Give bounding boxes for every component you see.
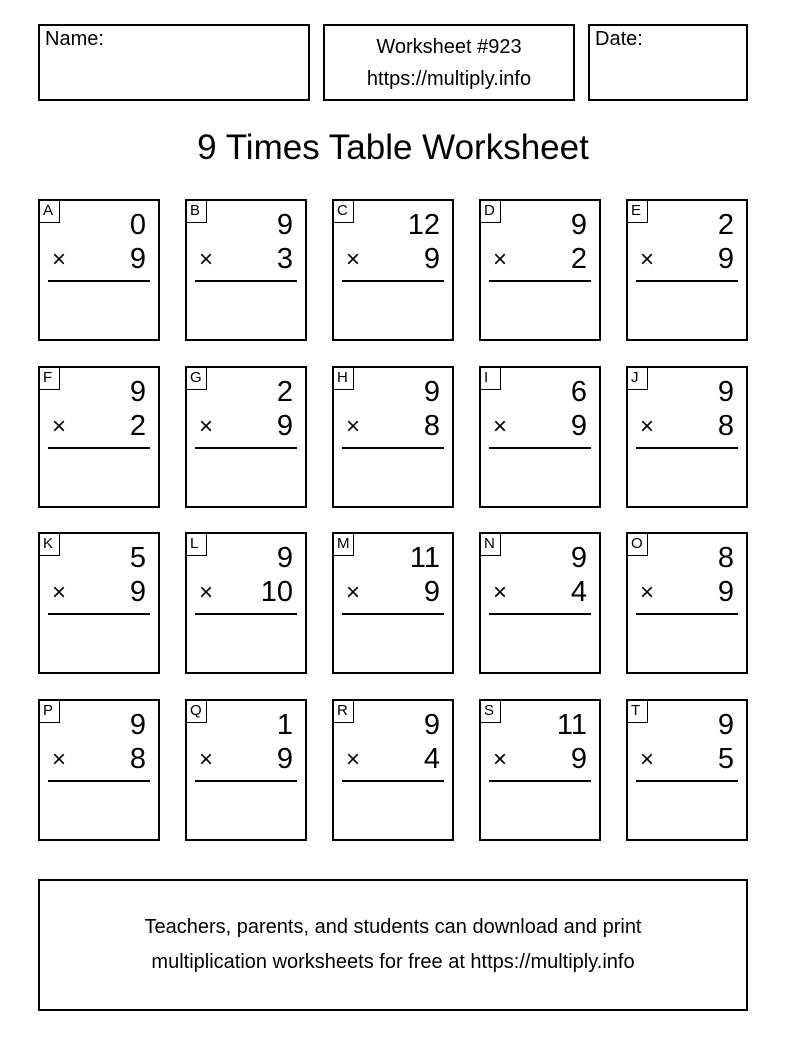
problem-card bbox=[626, 699, 748, 841]
problem-top-number: 9 bbox=[717, 709, 734, 741]
problem-letter: C bbox=[334, 201, 354, 223]
multiply-sign: × bbox=[52, 246, 67, 273]
problem-top-number: 9 bbox=[276, 542, 293, 574]
problem-top-number: 11 bbox=[556, 709, 587, 741]
answer-line bbox=[636, 447, 738, 449]
problem-card bbox=[626, 199, 748, 341]
answer-line bbox=[342, 447, 444, 449]
page-title: 9 Times Table Worksheet bbox=[197, 128, 589, 167]
worksheet-number: Worksheet #923 bbox=[376, 35, 522, 58]
problem-card bbox=[479, 199, 601, 341]
multiply-sign: × bbox=[493, 579, 508, 606]
multiply-sign: × bbox=[640, 246, 655, 273]
multiply-sign: × bbox=[640, 579, 655, 606]
problem-top-number: 6 bbox=[570, 376, 587, 408]
problem-top-number: 2 bbox=[717, 209, 734, 241]
multiply-sign: × bbox=[199, 579, 214, 606]
problem-card bbox=[185, 199, 307, 341]
answer-line bbox=[195, 447, 297, 449]
problem-top-number: 9 bbox=[129, 709, 146, 741]
problem-bottom-number: 9 bbox=[276, 410, 293, 442]
problem-letter: J bbox=[628, 368, 648, 390]
problem-card bbox=[479, 366, 601, 508]
problem-bottom-number: 10 bbox=[260, 576, 293, 608]
problem-card bbox=[185, 532, 307, 674]
problem-letter: G bbox=[187, 368, 207, 390]
problem-top-number: 1 bbox=[276, 709, 293, 741]
problem-letter: Q bbox=[187, 701, 207, 723]
problem-letter: I bbox=[481, 368, 501, 390]
multiply-sign: × bbox=[52, 579, 67, 606]
problem-bottom-number: 4 bbox=[570, 576, 587, 608]
problem-letter: H bbox=[334, 368, 354, 390]
problem-card bbox=[332, 199, 454, 341]
problem-bottom-number: 9 bbox=[570, 410, 587, 442]
problem-letter: P bbox=[40, 701, 60, 723]
problem-top-number: 2 bbox=[276, 376, 293, 408]
problem-top-number: 8 bbox=[717, 542, 734, 574]
footer-box bbox=[38, 879, 748, 1011]
problem-bottom-number: 2 bbox=[570, 243, 587, 275]
answer-line bbox=[636, 613, 738, 615]
problem-card bbox=[38, 532, 160, 674]
answer-line bbox=[489, 613, 591, 615]
footer-line-1: Teachers, parents, and students can download and print bbox=[144, 916, 642, 938]
problem-top-number: 9 bbox=[717, 376, 734, 408]
answer-line bbox=[489, 280, 591, 282]
multiply-sign: × bbox=[199, 746, 214, 773]
multiply-sign: × bbox=[346, 746, 361, 773]
worksheet-url: https://multiply.info bbox=[366, 67, 532, 90]
problem-bottom-number: 8 bbox=[423, 410, 440, 442]
problem-top-number: 9 bbox=[129, 376, 146, 408]
problem-bottom-number: 9 bbox=[717, 576, 734, 608]
answer-line bbox=[342, 613, 444, 615]
problem-bottom-number: 2 bbox=[129, 410, 146, 442]
answer-line bbox=[489, 447, 591, 449]
problem-letter: T bbox=[628, 701, 648, 723]
multiply-sign: × bbox=[493, 246, 508, 273]
problem-card bbox=[185, 699, 307, 841]
problem-letter: F bbox=[40, 368, 60, 390]
problem-letter: N bbox=[481, 534, 501, 556]
problem-card bbox=[332, 366, 454, 508]
problem-bottom-number: 9 bbox=[423, 576, 440, 608]
problem-top-number: 9 bbox=[423, 709, 440, 741]
problem-bottom-number: 9 bbox=[423, 243, 440, 275]
problem-card bbox=[626, 532, 748, 674]
multiply-sign: × bbox=[346, 413, 361, 440]
answer-line bbox=[48, 280, 150, 282]
problem-card bbox=[626, 366, 748, 508]
problem-bottom-number: 4 bbox=[423, 743, 440, 775]
worksheet-info-box bbox=[323, 24, 575, 101]
multiply-sign: × bbox=[52, 413, 67, 440]
answer-line bbox=[195, 280, 297, 282]
problem-letter: E bbox=[628, 201, 648, 223]
answer-line bbox=[489, 780, 591, 782]
problem-bottom-number: 5 bbox=[717, 743, 734, 775]
answer-line bbox=[342, 280, 444, 282]
answer-line bbox=[636, 280, 738, 282]
problem-card bbox=[479, 532, 601, 674]
problem-bottom-number: 9 bbox=[129, 243, 146, 275]
multiply-sign: × bbox=[346, 246, 361, 273]
answer-line bbox=[48, 780, 150, 782]
problem-letter: O bbox=[628, 534, 648, 556]
answer-line bbox=[48, 447, 150, 449]
problem-bottom-number: 3 bbox=[276, 243, 293, 275]
problem-card bbox=[38, 199, 160, 341]
problem-bottom-number: 8 bbox=[129, 743, 146, 775]
answer-line bbox=[342, 780, 444, 782]
problem-top-number: 9 bbox=[276, 209, 293, 241]
problem-bottom-number: 8 bbox=[717, 410, 734, 442]
problem-bottom-number: 9 bbox=[717, 243, 734, 275]
problem-letter: L bbox=[187, 534, 207, 556]
problem-bottom-number: 9 bbox=[276, 743, 293, 775]
answer-line bbox=[195, 613, 297, 615]
problem-letter: S bbox=[481, 701, 501, 723]
multiply-sign: × bbox=[346, 579, 361, 606]
multiply-sign: × bbox=[199, 246, 214, 273]
multiply-sign: × bbox=[199, 413, 214, 440]
problem-top-number: 9 bbox=[570, 542, 587, 574]
problem-letter: A bbox=[40, 201, 60, 223]
problem-top-number: 9 bbox=[570, 209, 587, 241]
multiply-sign: × bbox=[640, 746, 655, 773]
problem-card bbox=[479, 699, 601, 841]
date-label: Date: bbox=[595, 28, 643, 50]
problem-card bbox=[332, 532, 454, 674]
problem-letter: K bbox=[40, 534, 60, 556]
multiply-sign: × bbox=[493, 746, 508, 773]
problem-top-number: 9 bbox=[423, 376, 440, 408]
problem-card bbox=[38, 699, 160, 841]
multiply-sign: × bbox=[52, 746, 67, 773]
name-box bbox=[38, 24, 310, 101]
problem-bottom-number: 9 bbox=[129, 576, 146, 608]
name-label: Name: bbox=[45, 28, 104, 50]
problem-letter: R bbox=[334, 701, 354, 723]
answer-line bbox=[48, 613, 150, 615]
problem-card bbox=[332, 699, 454, 841]
footer-line-2: multiplication worksheets for free at https://multiply.info bbox=[151, 951, 635, 973]
problem-top-number: 12 bbox=[407, 209, 440, 241]
problem-bottom-number: 9 bbox=[570, 743, 587, 775]
problem-card bbox=[38, 366, 160, 508]
problem-letter: B bbox=[187, 201, 207, 223]
answer-line bbox=[195, 780, 297, 782]
answer-line bbox=[636, 780, 738, 782]
multiply-sign: × bbox=[493, 413, 508, 440]
problem-letter: D bbox=[481, 201, 501, 223]
problem-top-number: 11 bbox=[409, 542, 440, 574]
problem-letter: M bbox=[334, 534, 354, 556]
problem-top-number: 5 bbox=[129, 542, 146, 574]
date-box bbox=[588, 24, 748, 101]
multiply-sign: × bbox=[640, 413, 655, 440]
problem-top-number: 0 bbox=[129, 209, 146, 241]
problem-card bbox=[185, 366, 307, 508]
